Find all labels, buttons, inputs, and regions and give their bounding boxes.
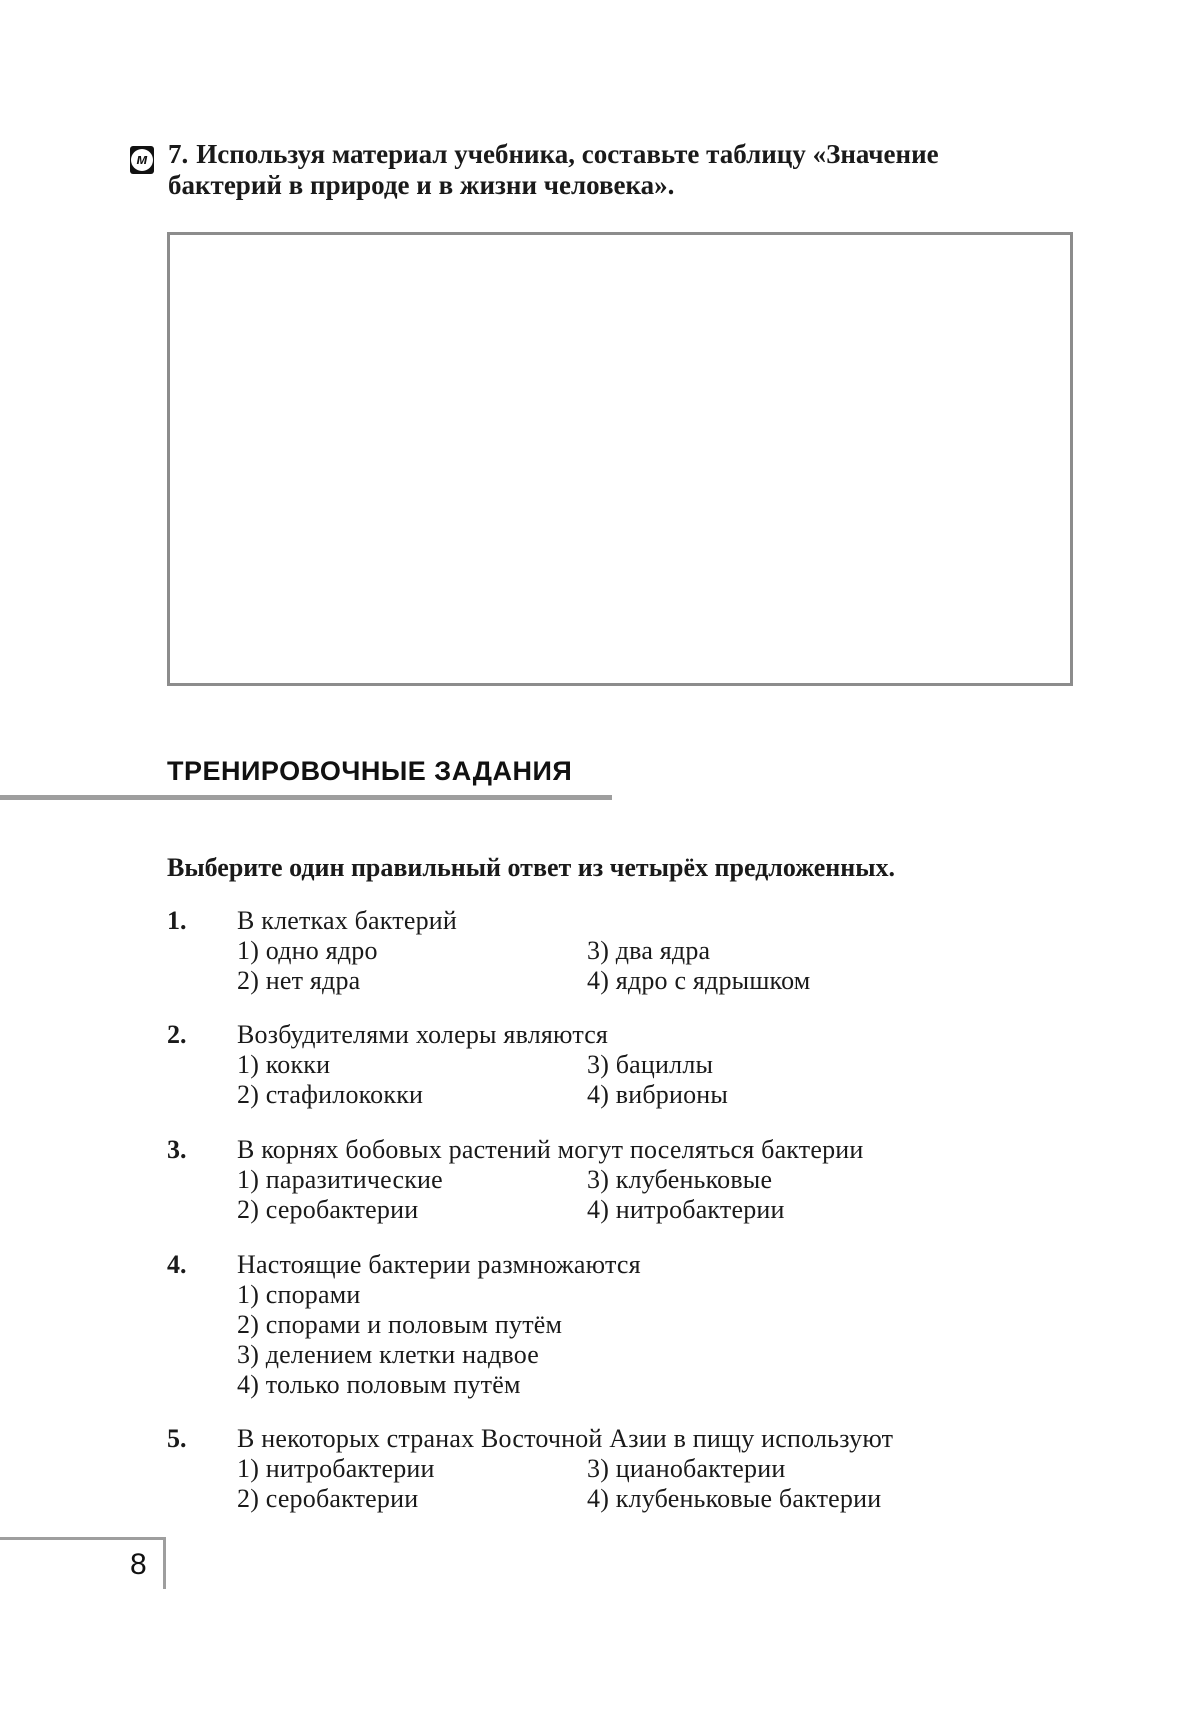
answer-option[interactable]: 1) спорами	[237, 1280, 361, 1309]
answer-option[interactable]: 2) серобактерии	[237, 1484, 419, 1513]
task-7-text-line1: Используя материал учебника, составьте таблицу «Значение	[196, 139, 939, 169]
question-number: 5.	[167, 1424, 187, 1453]
question-text: Возбудителями холеры являются	[237, 1020, 609, 1049]
question-number: 4.	[167, 1250, 187, 1279]
answer-option[interactable]: 4) клубеньковые бактерии	[587, 1484, 882, 1513]
answer-option[interactable]: 1) кокки	[237, 1050, 331, 1079]
answer-option[interactable]: 4) нитробактерии	[587, 1195, 785, 1224]
answer-option[interactable]: 2) спорами и половым путём	[237, 1310, 563, 1339]
answer-option[interactable]: 3) делением клетки надвое	[237, 1340, 539, 1369]
section-title: ТРЕНИРОВОЧНЫЕ ЗАДАНИЯ	[167, 756, 573, 786]
answer-option[interactable]: 4) ядро с ядрышком	[587, 966, 811, 995]
answer-option[interactable]: 3) бациллы	[587, 1050, 714, 1079]
method-icon-letter: м	[136, 151, 148, 168]
answer-option[interactable]: 1) паразитические	[237, 1165, 443, 1194]
task-7	[168, 139, 1088, 201]
answer-option[interactable]: 4) вибрионы	[587, 1080, 729, 1109]
instruction: Выберите один правильный ответ из четырёх предложенных.	[167, 853, 896, 882]
question-text: В корнях бобовых растений могут поселяться бактерии	[237, 1135, 864, 1164]
answer-option[interactable]: 1) одно ядро	[237, 936, 378, 965]
answer-option[interactable]: 3) цианобактерии	[587, 1454, 786, 1483]
footer-divider	[0, 1537, 166, 1540]
answer-box[interactable]	[167, 232, 1073, 686]
answer-option[interactable]: 2) нет ядра	[237, 966, 361, 995]
question-number: 1.	[167, 906, 187, 935]
question-number: 3.	[167, 1135, 187, 1164]
question-number: 2.	[167, 1020, 187, 1049]
answer-option[interactable]: 2) стафилококки	[237, 1080, 424, 1109]
question-text: В некоторых странах Восточной Азии в пищу используют	[237, 1424, 894, 1453]
method-icon	[130, 146, 154, 174]
section-divider	[0, 795, 612, 800]
answer-option[interactable]: 1) нитробактерии	[237, 1454, 435, 1483]
answer-option[interactable]: 3) клубеньковые	[587, 1165, 773, 1194]
question-text: В клетках бактерий	[237, 906, 458, 935]
footer-divider-vertical	[163, 1537, 166, 1589]
task-7-text-line2: бактерий в природе и в жизни человека».	[168, 170, 675, 200]
task-7-number: 7.	[168, 139, 189, 169]
page-number: 8	[130, 1548, 147, 1581]
answer-option[interactable]: 2) серобактерии	[237, 1195, 419, 1224]
question-text: Настоящие бактерии размножаются	[237, 1250, 641, 1279]
answer-option[interactable]: 4) только половым путём	[237, 1370, 521, 1399]
answer-option[interactable]: 3) два ядра	[587, 936, 711, 965]
